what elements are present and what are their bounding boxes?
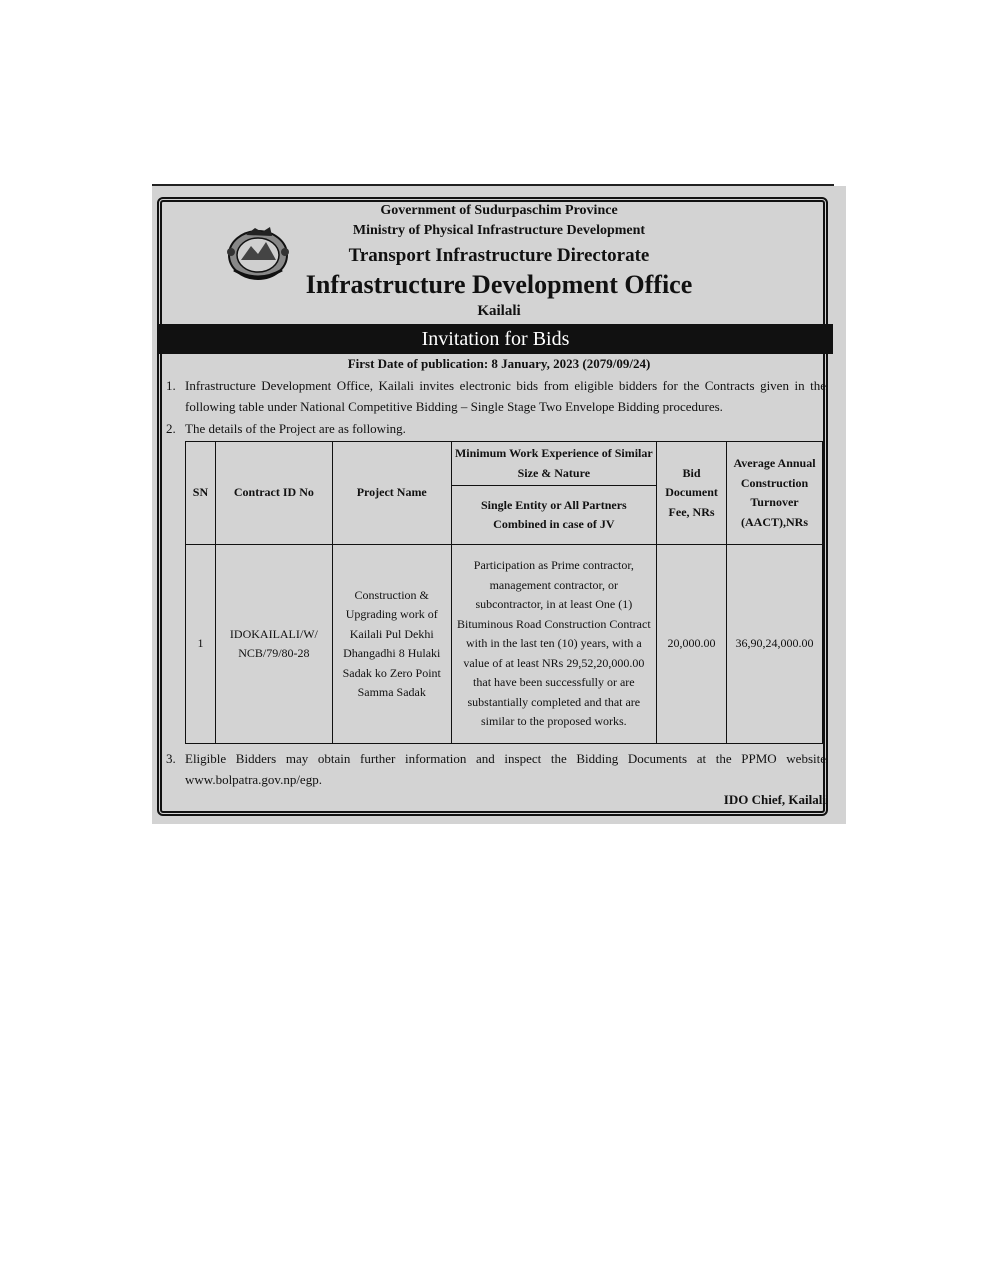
- header-project-name: Project Name: [332, 442, 451, 545]
- header-contract-id: Contract ID No: [215, 442, 332, 545]
- paragraph-2-text: The details of the Project are as following.: [185, 421, 406, 436]
- paragraph-3-number: 3.: [166, 751, 176, 766]
- header-aact: Average Annual Construction Turnover (AACT),NRs: [727, 442, 823, 545]
- signature: IDO Chief, Kailali: [723, 792, 826, 807]
- notice-title: Invitation for Bids: [158, 324, 833, 354]
- header-experience: Minimum Work Experience of Similar Size & Nature: [451, 442, 656, 486]
- paragraph-2-number: 2.: [166, 421, 176, 436]
- paragraph-3-text: Eligible Bidders may obtain further information and inspect the Bidding Documents at the PPMO website www.bolpatra.gov.np/egp.: [185, 751, 826, 787]
- cell-project-name: Construction & Upgrading work of Kailali Pul Dekhi Dhangadhi 8 Hulaki Sadak ko Zero Point Samma Sadak: [332, 545, 451, 744]
- office-name: Infrastructure Development Office: [305, 270, 693, 299]
- table-row: [186, 545, 823, 744]
- table-header-row: [186, 442, 823, 486]
- cell-contract-id: IDOKAILALI/W/ NCB/79/80-28: [215, 545, 332, 744]
- cell-experience: Participation as Prime contractor, management contractor, or subcontractor, in at least One (1) Bituminous Road Construction Contract with in the last ten (10) years, with a value of at least NRs 29,52,20,000.00 that have been successfully or are substantially completed and that are similar to the proposed works.: [451, 545, 656, 744]
- header-experience-sub: Single Entity or All Partners Combined in case of JV: [451, 486, 656, 545]
- directorate-name: Transport Infrastructure Directorate: [348, 245, 650, 266]
- paragraph-2: [166, 418, 826, 439]
- paragraph-1-number: 1.: [166, 378, 176, 393]
- cell-bid-fee: 20,000.00: [657, 545, 727, 744]
- header-sn: SN: [186, 442, 216, 545]
- cell-sn: 1: [186, 545, 216, 744]
- publication-date: First Date of publication: 8 January, 2023 (2079/09/24): [347, 356, 651, 371]
- cell-aact: 36,90,24,000.00: [727, 545, 823, 744]
- bid-notice: [152, 186, 846, 824]
- paragraph-1-text: Infrastructure Development Office, Kailali invites electronic bids from eligible bidders for the Contracts given in the following table under National Competitive Bidding – Single Stage Two Envelope Bidding procedures.: [185, 378, 826, 414]
- bids-table: [185, 441, 823, 744]
- ministry-name: Ministry of Physical Infrastructure Development: [352, 223, 646, 238]
- paragraph-3: [166, 748, 826, 790]
- government-name: Government of Sudurpaschim Province: [380, 203, 618, 218]
- header-bid-fee: Bid Document Fee, NRs: [657, 442, 727, 545]
- district-name: Kailali: [477, 303, 521, 319]
- paragraph-1: [166, 375, 826, 417]
